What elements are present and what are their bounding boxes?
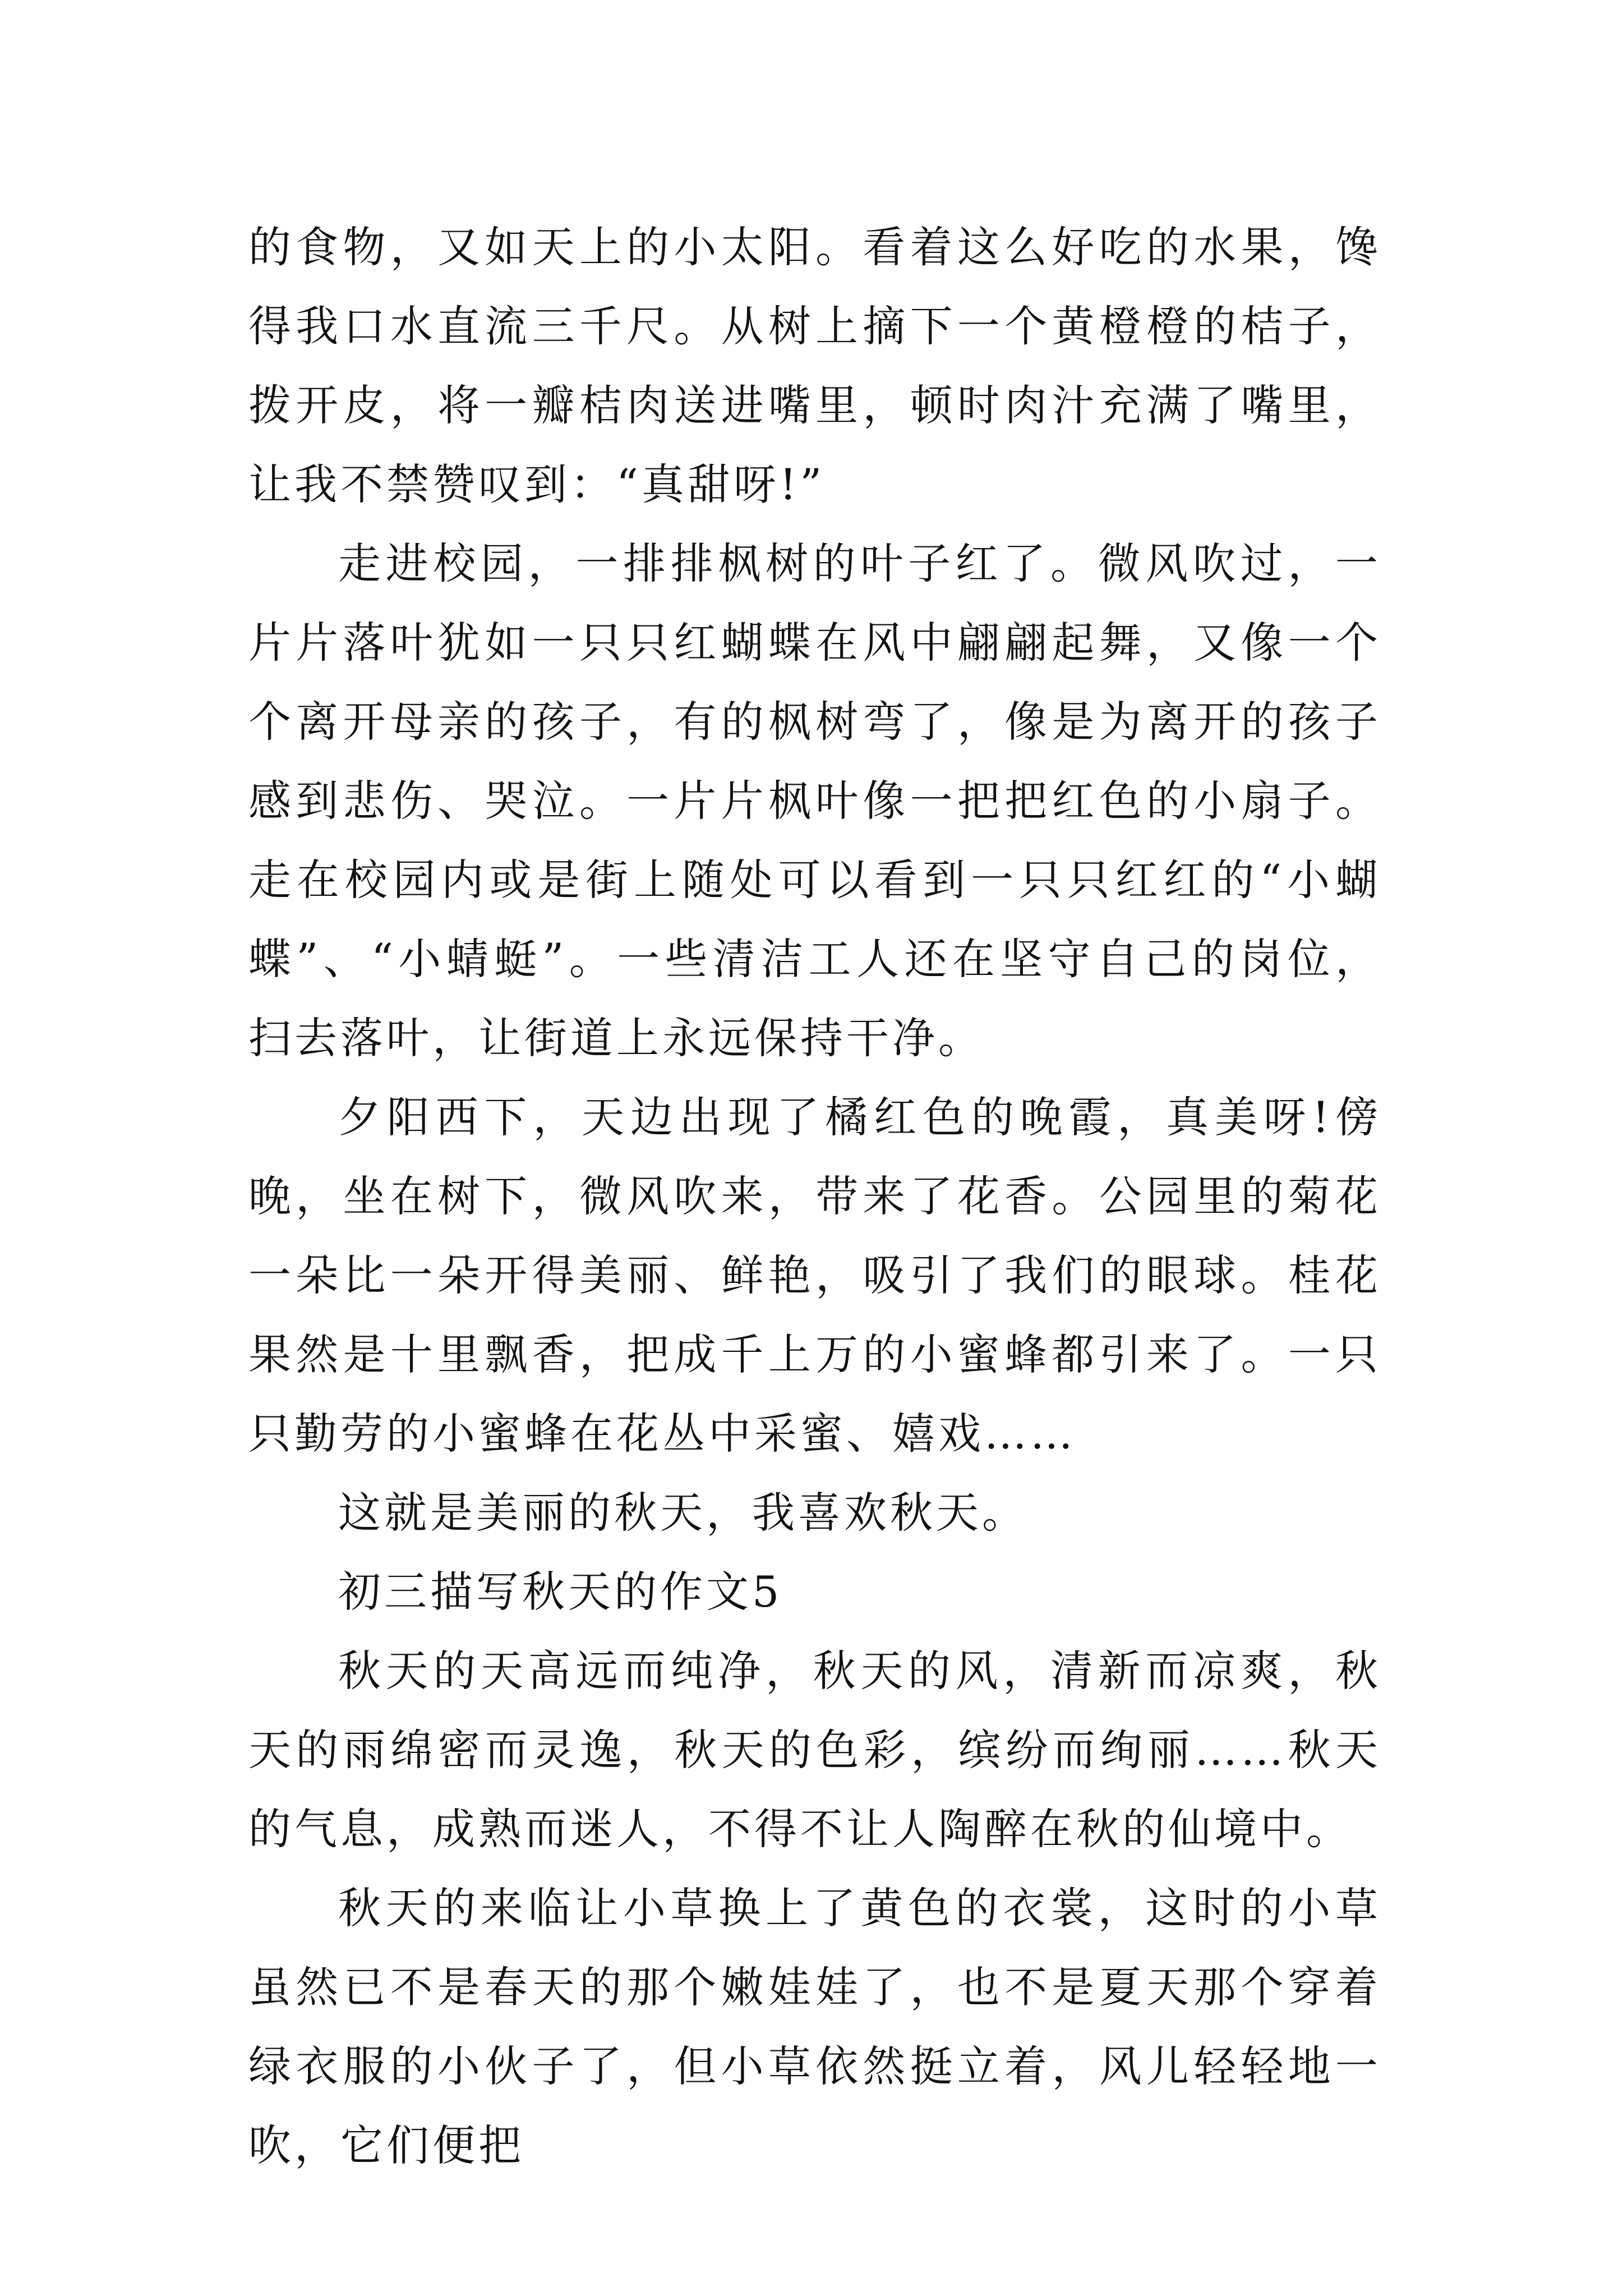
paragraph-continued: 的食物，又如天上的小太阳。看着这么好吃的水果，馋得我口水直流三千尺。从树上摘下一个黄橙橙的桔子，拨开皮，将一瓣桔肉送进嘴里，顿时肉汁充满了嘴里，让我不禁赞叹到：“真甜呀!”: [248, 222, 1381, 509]
paragraph-conclusion: 这就是美丽的秋天，我喜欢秋天。: [338, 1488, 1028, 1538]
paragraph-autumn-sky: 秋天的天高远而纯净，秋天的风，清新而凉爽，秋天的雨绵密而灵逸，秋天的色彩，缤纷而绚丽……秋天的气息，成熟而迷人，不得不让人陶醉在秋的仙境中。: [248, 1646, 1381, 1854]
paragraph-campus: 走进校园，一排排枫树的叶子红了。微风吹过，一片片落叶犹如一只只红蝴蝶在风中翩翩起舞，又像一个个离开母亲的孩子，有的枫树弯了，像是为离开的孩子感到悲伤、哭泣。一片片枫叶像一把把红色的小扇子。走在校园内或是街上随处可以看到一只只红红的“小蝴蝶”、“小蜻蜓”。一些清洁工人还在坚守自己的岗位，扫去落叶，让街道上永远保持干净。: [248, 539, 1381, 1063]
essay-heading: 初三描写秋天的作文5: [338, 1567, 783, 1617]
paragraph-grass: 秋天的来临让小草换上了黄色的衣裳，这时的小草虽然已不是春天的那个嫩娃娃了，也不是夏天那个穿着绿衣服的小伙子了，但小草依然挺立着，风儿轻轻地一吹，它们便把: [248, 1883, 1381, 2170]
paragraph-sunset: 夕阳西下，天边出现了橘红色的晚霞，真美呀!傍晚，坐在树下，微风吹来，带来了花香。公园里的菊花一朵比一朵开得美丽、鲜艳，吸引了我们的眼球。桂花果然是十里飘香，把成千上万的小蜜蜂都引来了。一只只勤劳的小蜜蜂在花丛中采蜜、嬉戏……: [248, 1092, 1381, 1458]
article-body: [248, 208, 1381, 2185]
